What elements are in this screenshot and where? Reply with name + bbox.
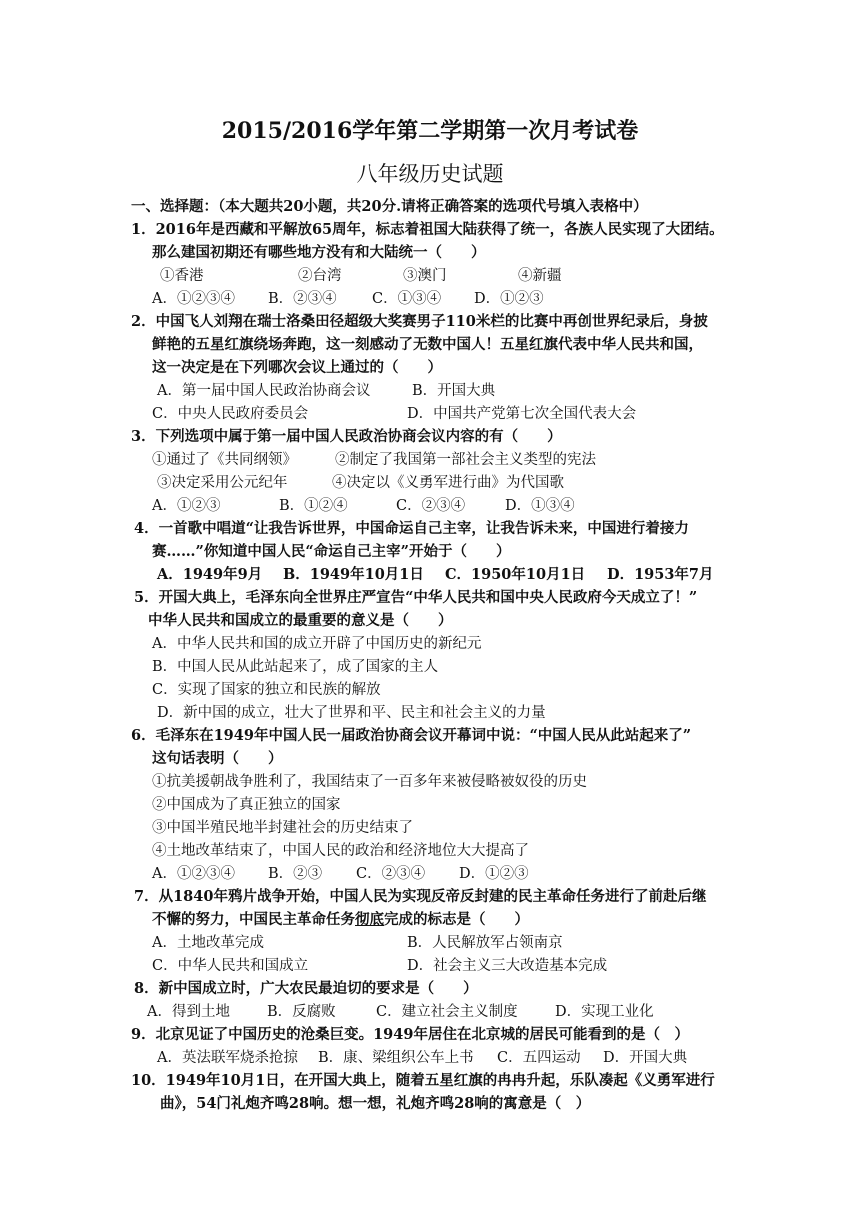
- q6-stem: 这句话表明（ ）: [152, 750, 283, 767]
- q4-option: C．1950年10月1日: [445, 566, 586, 583]
- q7-stem-part: 不懈的努力，中国民主革命任务: [152, 911, 355, 928]
- q9-option: C．五四运动: [497, 1050, 581, 1066]
- q3-option: A．①②③: [152, 498, 221, 514]
- q8-option: D．实现工业化: [555, 1004, 654, 1020]
- q3-option: D．①③④: [505, 498, 575, 514]
- q6-option: D．①②③: [459, 866, 529, 882]
- q3-item: ④决定以《义勇军进行曲》为代国歌: [332, 475, 564, 491]
- q5-option: D．新中国的成立，壮大了世界和平、民主和社会主义的力量: [157, 705, 546, 721]
- q5-stem: 5．开国大典上，毛泽东向全世界庄严宣告“中华人民共和国中央人民政府今天成立了！”: [134, 589, 698, 606]
- q6-item: ④土地改革结束了，中国人民的政治和经济地位大大提高了: [152, 843, 529, 859]
- q1-item: ④新疆: [518, 268, 562, 284]
- q4-stem: 4．一首歌中唱道“让我告诉世界，中国命运自己主宰，让我告诉未来，中国进行着接力: [134, 520, 689, 537]
- q6-option: A．①②③④: [152, 866, 235, 882]
- q6-item: ③中国半殖民地半封建社会的历史结束了: [152, 820, 413, 836]
- q1-stem: 那么建国初期还有哪些地方没有和大陆统一（ ）: [152, 244, 486, 261]
- q7-stem: 7．从1840年鸦片战争开始，中国人民为实现反帝反封建的民主革命任务进行了前赴后继: [134, 888, 707, 905]
- q8-option: A．得到土地: [147, 1004, 230, 1020]
- q7-underlined-word: 彻底: [355, 911, 384, 928]
- q7-option: D．社会主义三大改造基本完成: [407, 958, 608, 974]
- q5-option: B．中国人民从此站起来了，成了国家的主人: [152, 659, 439, 675]
- q2-stem: 这一决定是在下列哪次会议上通过的（ ）: [152, 359, 442, 376]
- q6-option: C．②③④: [356, 866, 426, 882]
- q1-option: B．②③④: [268, 291, 337, 307]
- q6-option: B．②③: [268, 866, 323, 882]
- q3-item: ①通过了《共同纲领》: [152, 452, 297, 468]
- q4-stem: 赛……”你知道中国人民“命运自己主宰”开始于（ ）: [152, 543, 511, 560]
- page-title: 2015/2016学年第二学期第一次月考试卷: [221, 118, 639, 144]
- q1-option: D．①②③: [474, 291, 544, 307]
- q7-stem-part: 完成的标志是（ ）: [384, 911, 529, 928]
- q2-stem: 2．中国飞人刘翔在瑞士洛桑田径超级大奖赛男子110米栏的比赛中再创世界纪录后，身披: [131, 313, 708, 330]
- q9-option: B．康、梁组织公车上书: [318, 1050, 474, 1066]
- q8-option: C．建立社会主义制度: [376, 1004, 518, 1020]
- q3-stem: 3．下列选项中属于第一届中国人民政治协商会议内容的有（ ）: [131, 428, 562, 445]
- q3-option: B．①②④: [279, 498, 348, 514]
- q6-item: ②中国成为了真正独立的国家: [152, 797, 341, 813]
- section-heading: 一、选择题：（本大题共20小题，共20分.请将正确答案的选项代号填入表格中）: [131, 198, 648, 215]
- q5-option: C．实现了国家的独立和民族的解放: [152, 682, 381, 698]
- q5-option: A．中华人民共和国的成立开辟了中国历史的新纪元: [152, 636, 482, 652]
- q4-option: B．1949年10月1日: [283, 566, 424, 583]
- q6-item: ①抗美援朝战争胜利了，我国结束了一百多年来被侵略被奴役的历史: [152, 774, 587, 790]
- q7-option: B．人民解放军占领南京: [407, 935, 563, 951]
- q8-stem: 8．新中国成立时，广大农民最迫切的要求是（ ）: [134, 980, 478, 997]
- q7-stem: [152, 910, 529, 930]
- q3-item: ③决定采用公元纪年: [157, 475, 288, 491]
- q1-stem: 1．2016年是西藏和平解放65周年，标志着祖国大陆获得了统一，各族人民实现了大团结。: [131, 221, 724, 238]
- q4-option: A．1949年9月: [157, 566, 263, 583]
- q3-option: C．②③④: [396, 498, 466, 514]
- q5-stem: 中华人民共和国成立的最重要的意义是（ ）: [148, 612, 453, 629]
- q9-option: A．英法联军烧杀抢掠: [157, 1050, 298, 1066]
- q2-option: A．第一届中国人民政治协商会议: [157, 383, 371, 399]
- q10-stem: 10．1949年10月1日，在开国大典上，随着五星红旗的冉冉升起，乐队凑起《义勇军进行: [131, 1072, 715, 1089]
- q7-option: C．中华人民共和国成立: [152, 958, 309, 974]
- q2-stem: 鲜艳的五星红旗绕场奔跑，这一刻感动了无数中国人！五星红旗代表中华人民共和国，: [152, 336, 703, 353]
- page-subtitle: 八年级历史试题: [356, 162, 504, 186]
- q10-stem: 曲》，54门礼炮齐鸣28响。想一想，礼炮齐鸣28响的寓意是（ ）: [160, 1095, 591, 1112]
- q1-item: ③澳门: [403, 268, 447, 284]
- q2-option: C．中央人民政府委员会: [152, 406, 309, 422]
- q1-option: C．①③④: [372, 291, 442, 307]
- q6-stem: 6．毛泽东在1949年中国人民一届政治协商会议开幕词中说：“中国人民从此站起来了”: [131, 727, 692, 744]
- q4-option: D．1953年7月: [607, 566, 714, 583]
- q1-option: A．①②③④: [152, 291, 235, 307]
- q7-option: A．土地改革完成: [152, 935, 264, 951]
- q2-option: D．中国共产党第七次全国代表大会: [407, 406, 637, 422]
- q9-stem: 9．北京见证了中国历史的沧桑巨变。1949年居住在北京城的居民可能看到的是（ ）: [131, 1026, 689, 1043]
- q1-item: ②台湾: [298, 268, 342, 284]
- q2-option: B．开国大典: [412, 383, 496, 399]
- q1-item: ①香港: [160, 268, 204, 284]
- q3-item: ②制定了我国第一部社会主义类型的宪法: [335, 452, 596, 468]
- q8-option: B．反腐败: [267, 1004, 336, 1020]
- q9-option: D．开国大典: [603, 1050, 688, 1066]
